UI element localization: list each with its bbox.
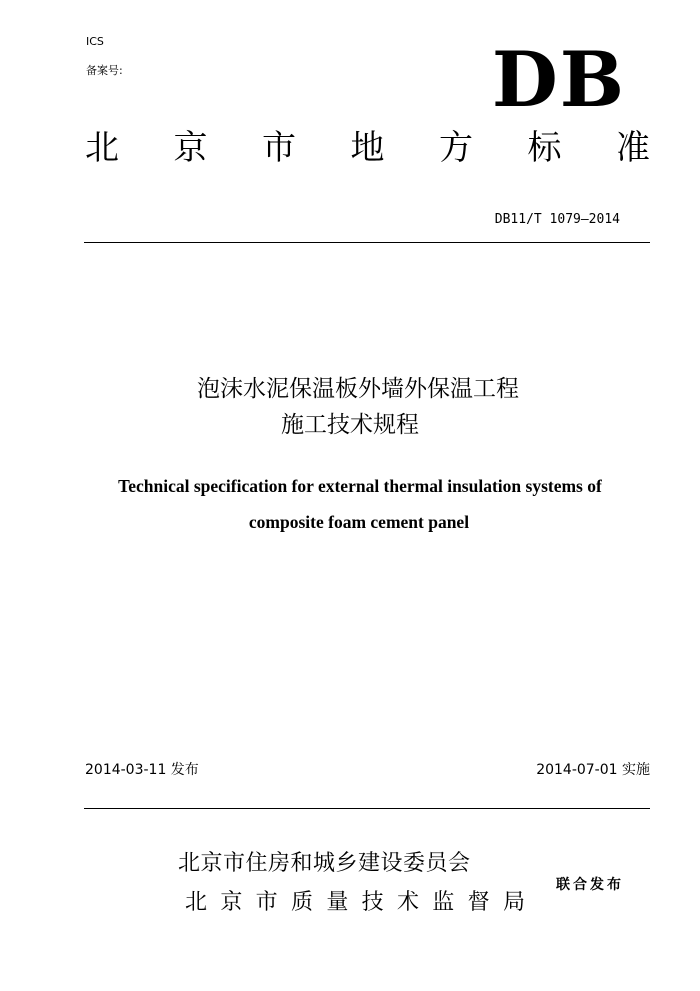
issuer-char: 督 — [467, 890, 490, 915]
issuer-char: 量 — [326, 890, 349, 915]
standard-type-char: 标 — [527, 128, 562, 168]
implementation-date: 2014-07-01 实施 — [536, 762, 650, 778]
footer-divider — [84, 808, 650, 809]
standard-type-char: 市 — [262, 128, 296, 168]
standard-type-char: 方 — [439, 128, 473, 168]
chinese-title-line-1: 泡沫水泥保温板外墙外保温工程 — [197, 376, 519, 402]
standard-type-char: 地 — [350, 128, 385, 168]
issuer-char: 术 — [396, 890, 419, 915]
issuer-char: 市 — [255, 890, 278, 915]
english-title-line-1: Technical specification for external thermal insulation systems of — [118, 476, 602, 496]
chinese-title-line-2: 施工技术规程 — [281, 412, 419, 438]
standard-type-char: 准 — [616, 128, 650, 168]
issuer-char: 技 — [361, 890, 384, 915]
english-title-line-2: composite foam cement panel — [248, 512, 470, 532]
record-number-label: 备案号: — [86, 64, 123, 77]
issuer-char: 局 — [502, 890, 525, 915]
issuer-char: 监 — [432, 890, 455, 915]
publish-date: 2014-03-11 发布 — [85, 762, 199, 778]
standard-type-char: 京 — [173, 128, 208, 168]
issuer-quality-bureau — [185, 888, 525, 918]
db-logo: DB — [491, 35, 626, 124]
issuer-char: 北 — [185, 890, 208, 915]
header-divider — [84, 242, 650, 243]
joint-issue-label: 联合发布 — [556, 877, 624, 893]
standard-number: DB11/T 1079—2014 — [494, 212, 620, 227]
issuer-char: 质 — [290, 890, 313, 915]
standard-type-heading — [85, 128, 650, 168]
issuer-housing-commission: 北京市住房和城乡建设委员会 — [178, 851, 471, 876]
ics-label: ICS — [86, 35, 104, 48]
issuer-char: 京 — [220, 890, 243, 915]
standard-type-char: 北 — [85, 128, 119, 168]
